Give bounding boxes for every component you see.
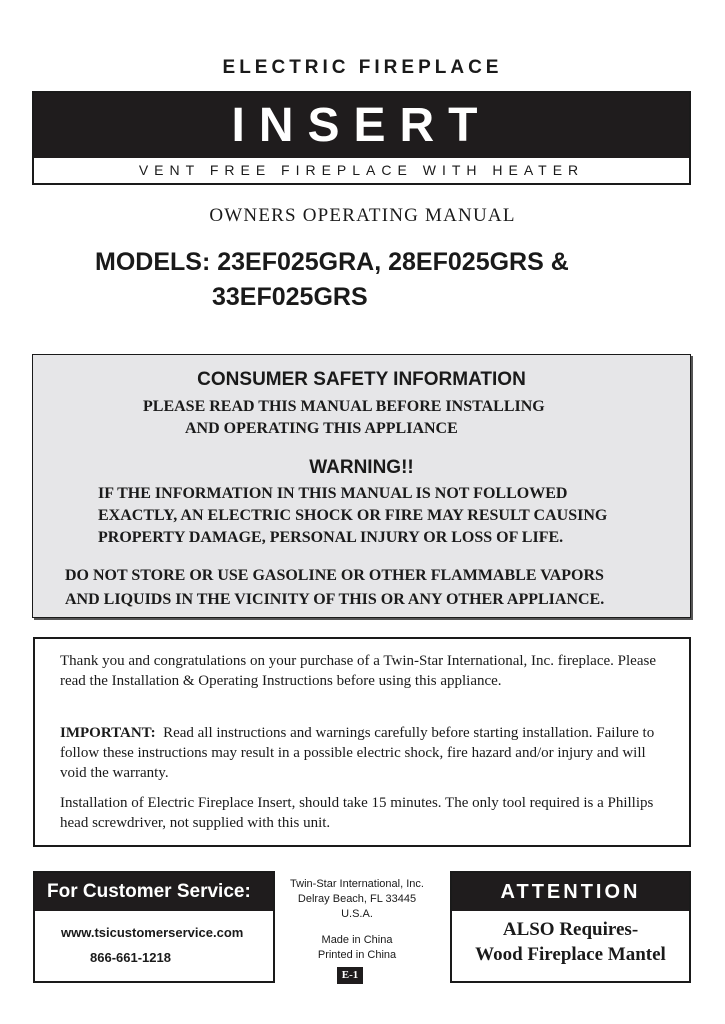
warning-line-1: IF THE INFORMATION IN THIS MANUAL IS NOT FOLLOWED — [98, 485, 568, 502]
read-manual-line-1: PLEASE READ THIS MANUAL BEFORE INSTALLING — [143, 398, 545, 415]
insert-title: INSERT — [34, 93, 689, 158]
thank-you-paragraph: Thank you and congratulations on your purchase of a Twin-Star International, Inc. fireplace. Please read the Installation & Operating Instructions before using this appliance. — [60, 653, 656, 689]
customer-service-box — [33, 871, 275, 983]
warning-line-3: PROPERTY DAMAGE, PERSONAL INJURY OR LOSS OF LIFE. — [98, 529, 564, 546]
printed-in-label: Printed in China — [317, 949, 397, 961]
insert-subtitle: VENT FREE FIREPLACE WITH HEATER — [138, 162, 585, 178]
company-country: U.S.A. — [341, 908, 373, 920]
insert-banner — [32, 91, 691, 185]
company-name: Twin-Star International, Inc. — [290, 878, 424, 890]
warning-line-2: EXACTLY, AN ELECTRIC SHOCK OR FIRE MAY RESULT CAUSING — [98, 507, 608, 524]
product-category-heading: ELECTRIC FIREPLACE — [222, 57, 503, 78]
introduction-box — [33, 637, 691, 847]
manual-title: OWNERS OPERATING MANUAL — [209, 205, 516, 226]
attention-box — [450, 871, 691, 983]
attention-line-2: Wood Fireplace Mantel — [475, 944, 666, 965]
customer-service-website[interactable]: www.tsicustomerservice.com — [61, 925, 244, 940]
flammable-warning-line-2: AND LIQUIDS IN THE VICINITY OF THIS OR ANY OTHER APPLIANCE. — [65, 591, 605, 608]
warning-heading: WARNING!! — [309, 457, 414, 478]
company-address: Delray Beach, FL 33445 — [297, 893, 417, 905]
important-paragraph — [60, 723, 670, 783]
made-in-label: Made in China — [321, 934, 393, 946]
important-text: Read all instructions and warnings carefully before starting installation. Failure to follow these instructions may result in a possible electric shock, fire hazard and/or injury and will void the warranty. — [60, 725, 655, 781]
consumer-safety-box — [32, 354, 691, 618]
customer-service-heading: For Customer Service: — [35, 873, 273, 911]
attention-line-1: ALSO Requires- — [502, 919, 639, 940]
models-line-1: MODELS: 23EF025GRA, 28EF025GRS & — [95, 248, 569, 276]
important-label: IMPORTANT: — [60, 725, 156, 741]
safety-heading: CONSUMER SAFETY INFORMATION — [197, 369, 526, 390]
company-info — [282, 877, 432, 963]
customer-service-phone[interactable]: 866-661-1218 — [90, 950, 171, 965]
read-manual-line-2: AND OPERATING THIS APPLIANCE — [185, 420, 458, 437]
page-number-badge: E-1 — [337, 967, 363, 984]
installation-note: Installation of Electric Fireplace Insert, should take 15 minutes. The only tool required is a Phillips head screwdriver, not supplied with this unit. — [60, 795, 654, 831]
models-line-2: 33EF025GRS — [212, 283, 368, 311]
attention-heading: ATTENTION — [452, 873, 689, 911]
flammable-warning-line-1: DO NOT STORE OR USE GASOLINE OR OTHER FLAMMABLE VAPORS — [65, 567, 604, 584]
